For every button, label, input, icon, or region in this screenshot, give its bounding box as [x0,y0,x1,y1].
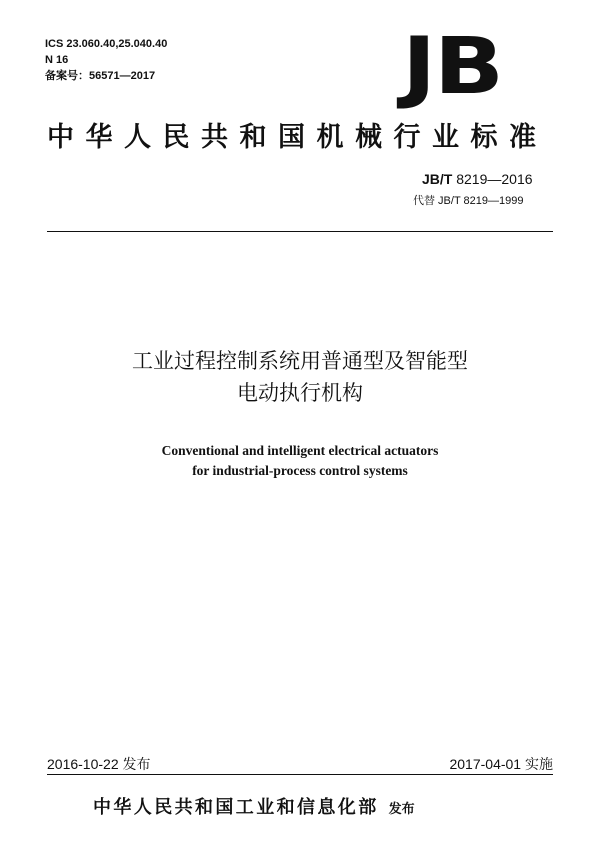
replaces-standard: 代替 JB/T 8219—1999 [413,195,524,207]
filing-number: 备案号：56571—2017 [45,70,156,82]
chinese-title-line-2: 电动执行机构 [237,381,363,405]
ccs-code: N 16 [45,54,69,66]
chinese-title-line-1: 工业过程控制系统用普通型及智能型 [132,349,468,373]
jb-logo: JB [402,22,502,112]
implementation-date: 2017-04-01 实施 [449,756,553,772]
ics-code: ICS 23.060.40,25.040.40 [45,38,168,50]
standard-number [422,171,533,187]
issuing-authority [93,793,415,819]
issue-date: 2016-10-22 发布 [47,756,151,772]
english-title-line-1: Conventional and intelligent electrical actuators [161,443,439,458]
english-title-line-2: for industrial-process control systems [192,463,408,478]
issuer-suffix: 发布 [388,802,415,817]
standard-code: 8219—2016 [452,171,533,187]
standard-category-title: 中华人民共和国机械行业标准 [47,122,548,153]
chinese-title [0,345,600,409]
bottom-divider [47,774,553,775]
classification-block [45,36,167,84]
standard-prefix: JB/T [422,171,453,187]
issuer-name: 中华人民共和国工业和信息化部 [93,797,379,818]
top-divider [47,231,553,232]
english-title [0,441,600,481]
